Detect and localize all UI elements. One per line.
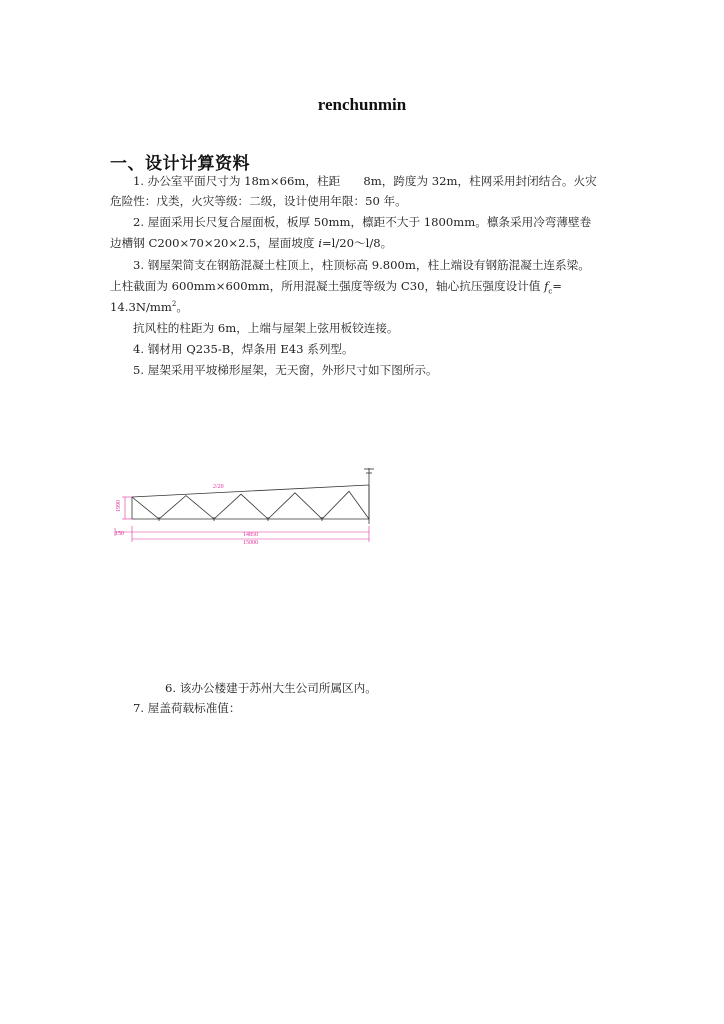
para-3-line-3: $14.3N/mm^2$。: [110, 300, 188, 314]
para-4: 4. 钢材用 Q235-B，焊条用 E43 系列型。: [133, 342, 354, 356]
para-3-line-1: 3. 钢屋架简支在钢筋混凝土柱顶上，柱顶标高 9.800m，柱上端设有钢筋混凝土连系梁。: [133, 258, 590, 272]
slope-label: 2/20: [213, 484, 224, 490]
top-chord: [132, 485, 369, 497]
end-offset-label: 150: [115, 531, 124, 537]
para-1-line-1: 1. 办公室平面尺寸为 18m×66m，柱距 8m，跨度为 32m，柱网采用封闭结合。火灾: [133, 174, 597, 188]
para-1-line-2: 危险性：戊类，火灾等级：二级，设计使用年限：50 年。: [110, 194, 407, 208]
section-heading: 一、设计计算资料: [110, 154, 250, 174]
para-7: 7. 屋盖荷载标准值：: [133, 701, 241, 715]
web-members: [132, 485, 369, 519]
para-2-line-2: 边槽钢 C200×70×20×2.5，屋面坡度 i=l/20～l/8。: [110, 236, 393, 250]
total-span-label: 15000: [243, 540, 258, 546]
page-title: renchunmin: [317, 95, 407, 114]
para-3-line-2: 上柱截面为 600mm×600mm，所用混凝土强度等级为 C30，轴心抗压强度设计值 $f_c=$: [110, 279, 563, 296]
para-6: 6. 该办公楼建于苏州大生公司所属区内。: [165, 681, 377, 695]
para-5: 5. 屋架采用平坡梯形屋架，无天窗，外形尺寸如下图所示。: [133, 363, 438, 377]
truss-members: [132, 468, 374, 524]
para-3-line-4: 抗风柱的柱距为 6m，上端与屋架上弦用板铰连接。: [133, 321, 399, 335]
para-2-line-1: 2. 屋面采用长尺复合屋面板，板厚 50mm，檩距不大于 1800mm。檩条采用冷弯薄壁卷: [133, 215, 592, 229]
dimension-lines: [115, 497, 369, 542]
truss-diagram: [105, 460, 395, 550]
inner-span-label: 14850: [243, 532, 258, 538]
height-label: 1990: [116, 500, 122, 512]
